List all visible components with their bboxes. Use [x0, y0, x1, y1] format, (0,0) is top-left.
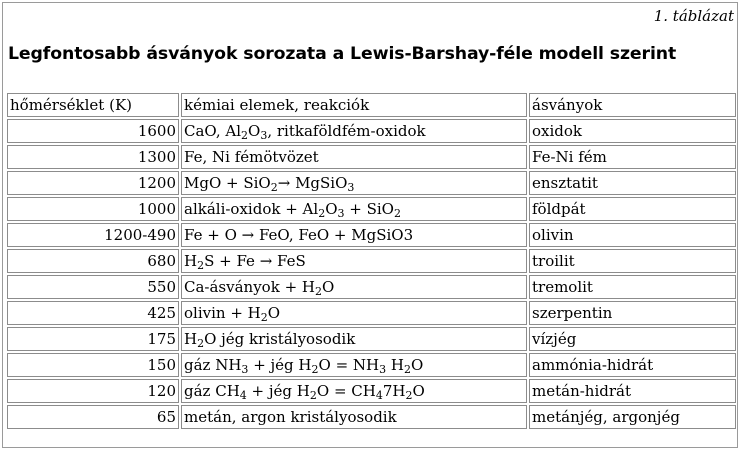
table-row [7, 353, 736, 377]
table-number: 1. táblázat [653, 7, 734, 25]
header-minerals: ásványok [529, 93, 736, 117]
mineral-cell: Fe-Ni fém [529, 145, 736, 169]
reaction-cell: olivin + $H_2O$ [181, 301, 527, 325]
table-row [7, 119, 736, 143]
temperature-cell: 1200 [7, 171, 179, 195]
reaction-cell: gáz $NH_3$ + jég $H_2O = NH_3$ $H_2O$ [181, 353, 527, 377]
reaction-cell: metán, argon kristályosodik [181, 405, 527, 429]
mineral-cell: olivin [529, 223, 736, 247]
reaction-cell: gáz $CH_4$ + jég $H_2O = CH_47H_2O$ [181, 379, 527, 403]
reaction-cell: MgO + SiO$_2$→ MgSiO$_3$ [181, 171, 527, 195]
table-row [7, 275, 736, 299]
table-row [7, 405, 736, 429]
temperature-cell: 65 [7, 405, 179, 429]
table-row [7, 223, 736, 247]
mineral-cell: szerpentin [529, 301, 736, 325]
mineral-cell: földpát [529, 197, 736, 221]
reaction-cell: $H_2S + Fe$ → FeS [181, 249, 527, 273]
temperature-cell: 1600 [7, 119, 179, 143]
reaction-cell: $H_2O$ jég kristályosodik [181, 327, 527, 351]
table-row [7, 249, 736, 273]
mineral-cell: tremolit [529, 275, 736, 299]
table-row [7, 145, 736, 169]
temperature-cell: 1300 [7, 145, 179, 169]
mineral-cell: oxidok [529, 119, 736, 143]
temperature-cell: 425 [7, 301, 179, 325]
temperature-cell: 1000 [7, 197, 179, 221]
temperature-cell: 1200-490 [7, 223, 179, 247]
temperature-cell: 175 [7, 327, 179, 351]
minerals-table [5, 91, 738, 431]
temperature-cell: 550 [7, 275, 179, 299]
mineral-cell: ensztatit [529, 171, 736, 195]
temperature-cell: 120 [7, 379, 179, 403]
table-row [7, 171, 736, 195]
header-reactions: kémiai elemek, reakciók [181, 93, 527, 117]
reaction-cell: CaO, $Al_2O_3$, ritkaföldfém-oxidok [181, 119, 527, 143]
table-row [7, 379, 736, 403]
mineral-cell: ammónia-hidrát [529, 353, 736, 377]
reaction-cell: Fe + O → FeO, FeO + MgSiO3 [181, 223, 527, 247]
temperature-cell: 680 [7, 249, 179, 273]
header-temperature: hőmérséklet (K) [7, 93, 179, 117]
header-row [7, 93, 736, 117]
mineral-cell: metán-hidrát [529, 379, 736, 403]
table-row [7, 301, 736, 325]
table-title: Legfontosabb ásványok sorozata a Lewis-Barshay-féle modell szerint [8, 44, 677, 64]
mineral-cell: metánjég, argonjég [529, 405, 736, 429]
mineral-cell: vízjég [529, 327, 736, 351]
reaction-cell: Fe, Ni fémötvözet [181, 145, 527, 169]
reaction-cell: alkáli-oxidok + $Al_2O_3 + SiO_2$ [181, 197, 527, 221]
temperature-cell: 150 [7, 353, 179, 377]
mineral-cell: troilit [529, 249, 736, 273]
reaction-cell: Ca-ásványok + $H_2O$ [181, 275, 527, 299]
table-row [7, 197, 736, 221]
table-row [7, 327, 736, 351]
